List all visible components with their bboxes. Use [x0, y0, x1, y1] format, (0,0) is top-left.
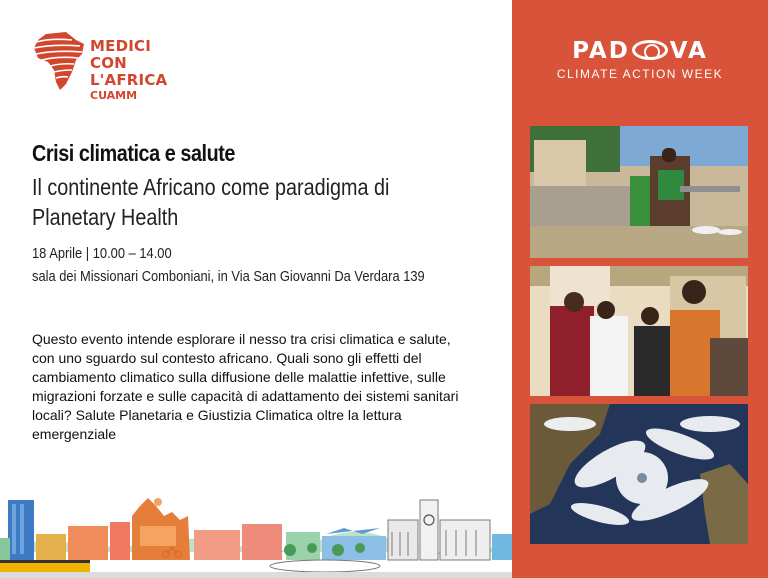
- logo-line-1: MEDICI: [90, 37, 151, 55]
- padova-name-part1: PAD: [572, 38, 630, 64]
- padova-tagline: CLIMATE ACTION WEEK: [556, 67, 724, 81]
- event-description: Questo evento intende esplorare il nesso tra crisi climatica e salute, con uno sguardo sul contesto africano. Quali sono gli effetti del cambiamento climatico sulla diffusione delle malattie infettive, sulle migrazioni forzate e sulle capacità di adattamento dei sistemi sanitari locali? Salute Planetaria e Giustizia Climatica oltre la lettura emergenziale: [32, 331, 459, 442]
- right-panel: [512, 0, 768, 578]
- logo-line-3: CUAMM: [90, 89, 138, 102]
- eye-icon: [632, 40, 668, 60]
- city-skyline-illustration: [0, 486, 512, 578]
- event-subtitle: Il continente Africano come paradigma di Planetary Health: [32, 174, 390, 230]
- event-title: Crisi climatica e salute: [32, 140, 235, 166]
- africa-map-icon: [32, 30, 88, 92]
- event-date-time: 18 Aprile | 10.00 – 14.00: [32, 245, 172, 262]
- cuamm-logo: [32, 30, 202, 102]
- event-venue: sala dei Missionari Comboniani, in Via San Giovanni Da Verdara 139: [32, 268, 425, 285]
- logo-line-2: CON L'AFRICA: [90, 54, 168, 89]
- padova-name-part2: VA: [669, 38, 708, 64]
- health-clinic-photo-icon: [530, 266, 748, 396]
- water-collection-photo-icon: [530, 126, 748, 258]
- padova-logo: [512, 38, 768, 64]
- cyclone-satellite-photo-icon: [530, 404, 748, 544]
